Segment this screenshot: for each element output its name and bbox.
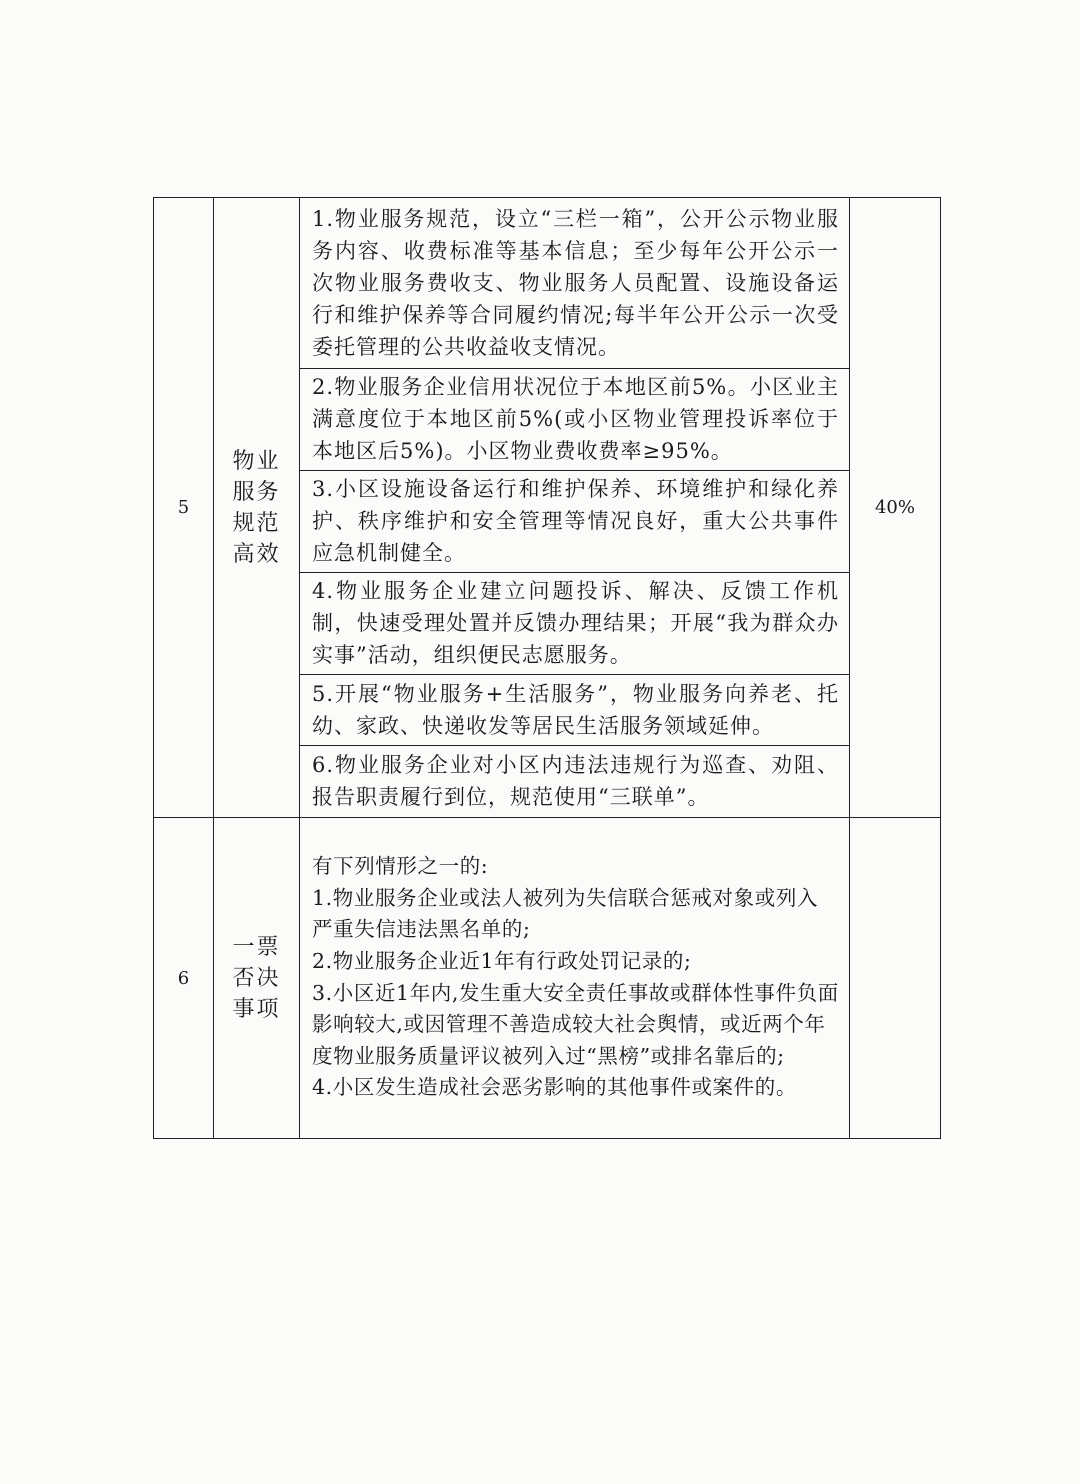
veto-item: 4.小区发生造成社会恶劣影响的其他事件或案件的。	[312, 1075, 797, 1100]
veto-items-cell	[300, 818, 850, 1139]
evaluation-table	[153, 197, 941, 1139]
veto-item: 2.物业服务企业近1年有行政处罚记录的;	[312, 948, 692, 973]
weight-cell	[850, 818, 941, 1139]
criterion-item: 4.物业服务企业建立问题投诉、解决、反馈工作机制，快速受理处置并反馈办理结果；开展“我为群众办实事”活动，组织便民志愿服务。	[300, 573, 850, 675]
category-line: 物业	[232, 448, 281, 474]
criterion-item: 2.物业服务企业信用状况位于本地区前5%。小区业主满意度位于本地区前5%(或小区物业管理投诉率位于本地区后5%)。小区物业费收费率≥95%。	[300, 369, 850, 471]
veto-item: 3.小区近1年内,发生重大安全责任事故或群体性事件负面影响较大,或因管理不善造成较大社会舆情，或近两个年度物业服务质量评议被列入过“黑榜”或排名靠后的;	[312, 980, 839, 1068]
veto-item: 1.物业服务企业或法人被列为失信联合惩戒对象或列入严重失信违法黑名单的;	[312, 885, 819, 942]
category-line: 一票	[232, 934, 281, 960]
weight-cell: 40%	[850, 198, 941, 818]
category-cell	[214, 818, 300, 1139]
table-row	[154, 818, 941, 1139]
category-cell	[214, 198, 300, 818]
category-line: 服务	[232, 479, 281, 505]
criterion-item: 6.物业服务企业对小区内违法违规行为巡查、劝阻、报告职责履行到位，规范使用“三联单”。	[300, 746, 850, 818]
category-line: 高效	[232, 541, 281, 567]
table-row	[154, 198, 941, 369]
veto-intro: 有下列情形之一的:	[312, 854, 489, 879]
category-line: 否决	[232, 965, 281, 991]
row-number: 5	[154, 198, 214, 818]
criterion-item: 5.开展“物业服务+生活服务”，物业服务向养老、托幼、家政、快递收发等居民生活服务领域延伸。	[300, 675, 850, 746]
criterion-item: 1.物业服务规范，设立“三栏一箱”，公开公示物业服务内容、收费标准等基本信息；至少每年公开公示一次物业服务费收支、物业服务人员配置、设施设备运行和维护保养等合同履约情况;每半年公开公示一次受委托管理的公共收益收支情况。	[300, 198, 850, 369]
criterion-item: 3.小区设施设备运行和维护保养、环境维护和绿化养护、秩序维护和安全管理等情况良好，重大公共事件应急机制健全。	[300, 471, 850, 573]
category-line: 规范	[232, 510, 281, 536]
row-number: 6	[154, 818, 214, 1139]
category-line: 事项	[232, 996, 281, 1022]
